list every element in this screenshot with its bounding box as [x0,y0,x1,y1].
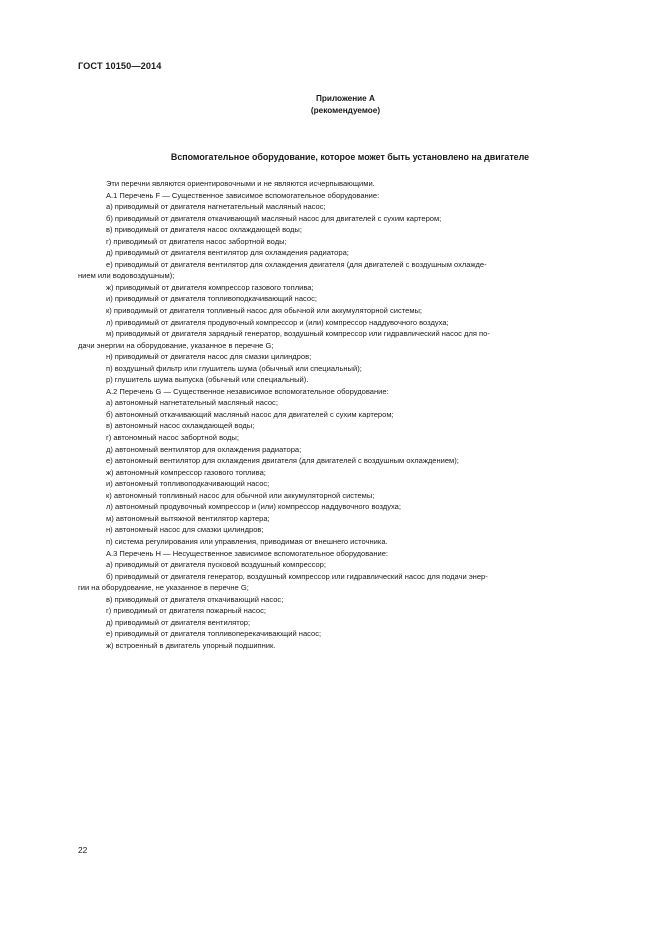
text-line: м) автономный вытяжной вентилятор картера; [106,513,270,523]
text-line: дачи энергии на оборудование, указанное в перечне G; [78,340,274,350]
text-line: ж) приводимый от двигателя компрессор газового топлива; [106,282,314,292]
page-number: 22 [78,845,88,855]
text-line: и) автономный топливоподкачивающий насос; [106,479,270,489]
text-line: п) система регулирования или управления, приводимая от внешнего источника. [106,536,388,546]
text-line: в) приводимый от двигателя насос охлаждающей воды; [106,225,302,235]
text-line: г) автономный насос забортной воды; [106,433,239,443]
text-line: е) автономный вентилятор для охлаждения двигателя (для двигателей с воздушным охлаждением); [106,456,459,466]
text-line: г) приводимый от двигателя пожарный насос; [106,606,266,616]
text-line: д) автономный вентилятор для охлаждения радиатора; [106,444,302,454]
text-line: е) приводимый от двигателя топливоперекачивающий насос; [106,629,322,639]
text-line: в) автономный насос охлаждающей воды; [106,421,255,431]
text-line: А.2 Перечень G — Существенное независимое вспомогательное оборудование: [106,386,389,396]
text-line: к) автономный топливный насос для обычной или аккумуляторной системы; [106,490,375,500]
annex-heading [0,93,661,116]
text-line: р) глушитель шума выпуска (обычный или специальный). [106,375,309,385]
annex-status: (рекомендуемое) [310,105,381,115]
text-line: н) приводимый от двигателя насос для смазки цилиндров; [106,352,312,362]
text-line: д) приводимый от двигателя вентилятор; [106,617,251,627]
text-line: ж) автономный компрессор газового топлива; [106,467,266,477]
text-line: л) приводимый от двигателя продувочный компрессор и (или) компрессор наддувочного воздуха; [106,317,449,327]
standard-header: ГОСТ 10150—2014 [78,61,162,71]
text-line: а) приводимый от двигателя нагнетательный масляный насос; [106,202,326,212]
text-line: гии на оборудование, не указанное в перечне G; [78,583,249,593]
text-line: а) приводимый от двигателя пусковой воздушный компрессор; [106,560,326,570]
text-line: а) автономный нагнетательный масляный насос; [106,398,278,408]
text-line: б) автономный откачивающий масляный насос для двигателей с сухим картером; [106,409,394,419]
text-line: А.3 Перечень H — Несущественное зависимое вспомогательное оборудование: [106,548,389,558]
text-line: м) приводимый от двигателя зарядный генератор, воздушный компрессор или гидравлический насос для по- [106,329,490,339]
text-line: д) приводимый от двигателя вентилятор для охлаждения радиатора; [106,248,349,258]
body-text [78,178,614,651]
annex-title: Приложение А [316,94,375,103]
text-line: е) приводимый от двигателя вентилятор для охлаждения двигателя (для двигателей с воздушным охлажде- [106,259,487,269]
text-line: и) приводимый от двигателя топливоподкачивающий насос; [106,294,317,304]
text-line: нием или водовоздушным); [78,271,175,281]
text-line: Эти перечни являются ориентировочными и не являются исчерпывающими. [106,179,375,188]
text-line: л) автономный продувочный компрессор и (или) компрессор наддувочного воздуха; [106,502,401,512]
text-line: г) приводимый от двигателя насос забортной воды; [106,236,287,246]
text-line: б) приводимый от двигателя откачивающий масляный насос для двигателей с сухим картером; [106,213,442,223]
section-title: Вспомогательное оборудование, которое может быть установлено на двигателе [170,152,530,162]
text-line: н) автономный насос для смазки цилиндров; [106,525,264,535]
text-line: к) приводимый от двигателя топливный насос для обычной или аккумуляторной системы; [106,306,423,316]
text-line: ж) встроенный в двигатель упорный подшипник. [106,640,276,650]
text-line: А.1 Перечень F — Существенное зависимое вспомогательное оборудование: [106,190,380,200]
text-line: в) приводимый от двигателя откачивающий насос; [106,594,284,604]
text-line: б) приводимый от двигателя генератор, воздушный компрессор или гидравлический насос для подачи энер- [106,571,488,581]
text-line: п) воздушный фильтр или глушитель шума (обычный или специальный); [106,363,362,373]
